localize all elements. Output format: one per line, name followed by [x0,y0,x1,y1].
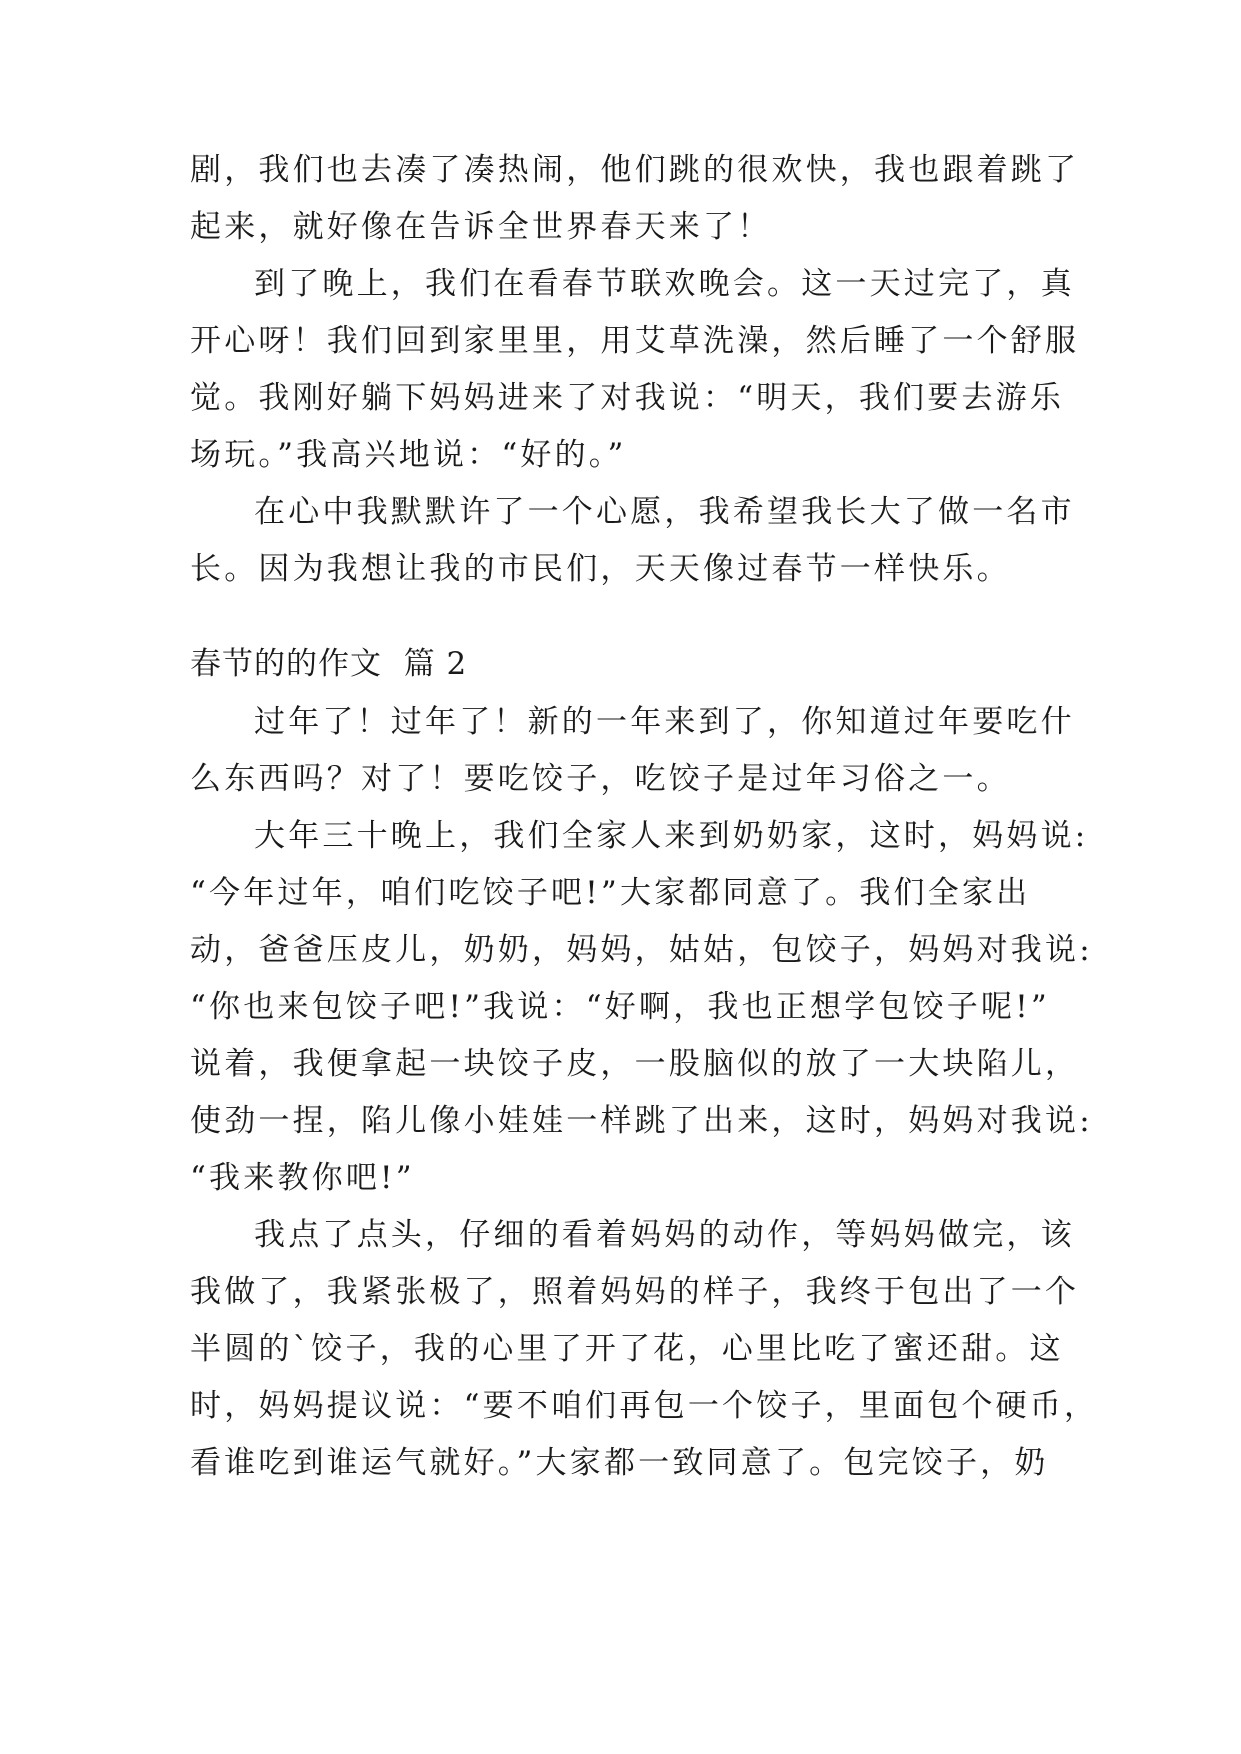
paragraph-line: 长。因为我想让我的市民们，天天像过春节一样快乐。 [190,551,1011,587]
paragraph-line: 过年了！过年了！新的一年来到了，你知道过年要吃什 [254,704,1075,740]
paragraph-line: 我点了点头，仔细的看着妈妈的动作，等妈妈做完，该 [254,1217,1075,1253]
paragraph-line: 说着，我便拿起一块饺子皮，一股脑似的放了一大块陷儿， [190,1046,1080,1082]
paragraph-line: 动，爸爸压皮儿，奶奶，妈妈，姑姑，包饺子，妈妈对我说: [190,932,1093,968]
paragraph-line: 半圆的`饺子，我的心里了开了花，心里比吃了蜜还甜。这 [190,1331,1064,1367]
paragraph-line: 么东西吗？对了！要吃饺子，吃饺子是过年习俗之一。 [190,761,1011,797]
section-heading: 春节的的作文 篇 2 [190,646,468,682]
paragraph-line: “你也来包饺子吧!”我说：“好啊，我也正想学包饺子呢!” [190,989,1050,1025]
paragraph-line: 剧，我们也去凑了凑热闹，他们跳的很欢快，我也跟着跳了 [190,152,1080,188]
paragraph-line: “今年过年，咱们吃饺子吧!”大家都同意了。我们全家出 [190,875,1031,911]
paragraph-line: 大年三十晚上，我们全家人来到奶奶家，这时，妈妈说: [254,818,1089,854]
paragraph-line: 开心呀！我们回到家里里，用艾草洗澡，然后睡了一个舒服 [190,323,1080,359]
paragraph-line: 使劲一捏，陷儿像小娃娃一样跳了出来，这时，妈妈对我说: [190,1103,1093,1139]
paragraph-line: 看谁吃到谁运气就好。”大家都一致同意了。包完饺子，奶 [190,1445,1049,1481]
paragraph-line: “我来教你吧!” [190,1160,415,1196]
paragraph-line: 时，妈妈提议说：“要不咱们再包一个饺子，里面包个硬币， [190,1388,1099,1424]
paragraph-line: 在心中我默默许了一个心愿，我希望我长大了做一名市 [254,494,1075,530]
paragraph-line: 觉。我刚好躺下妈妈进来了对我说：“明天，我们要去游乐 [190,380,1065,416]
paragraph-line: 到了晚上，我们在看春节联欢晚会。这一天过完了，真 [254,266,1075,302]
paragraph-line: 场玩。”我高兴地说：“好的。” [190,437,627,473]
paragraph-line: 起来，就好像在告诉全世界春天来了！ [190,209,772,245]
paragraph-line: 我做了，我紧张极了，照着妈妈的样子，我终于包出了一个 [190,1274,1080,1310]
